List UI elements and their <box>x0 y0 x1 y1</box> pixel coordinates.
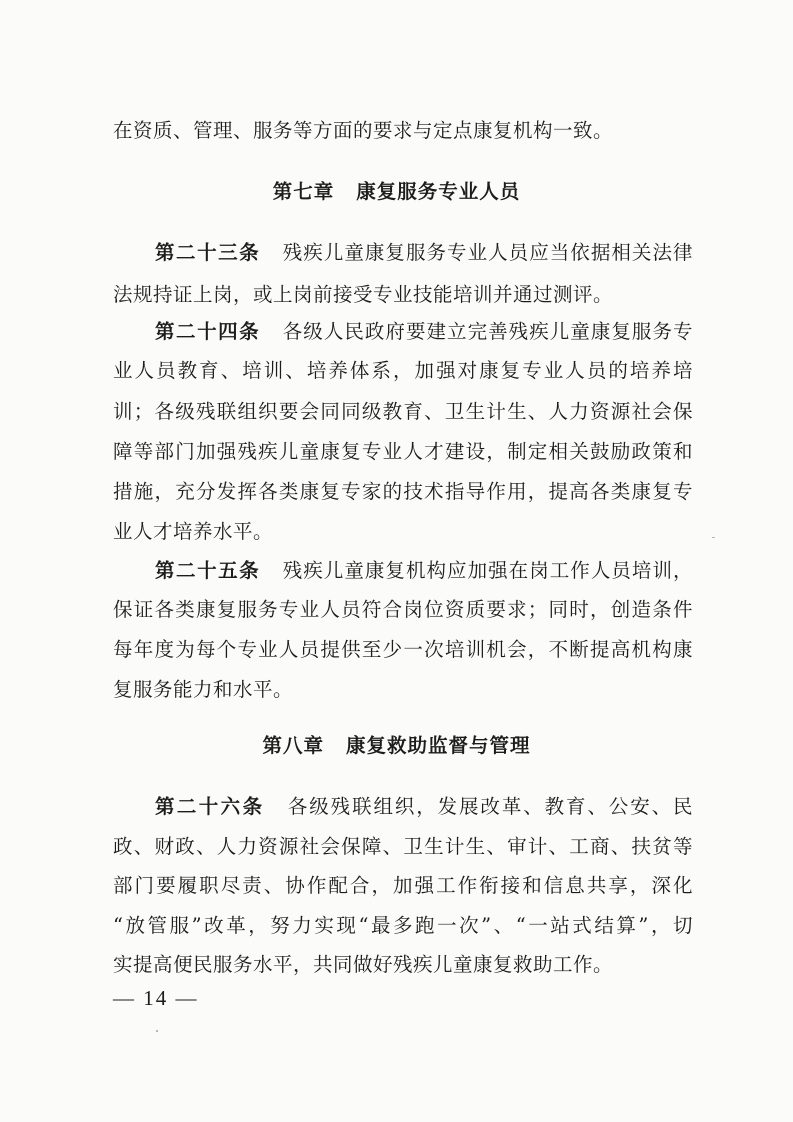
chapter-number: 第八章 <box>262 734 324 757</box>
paragraph-line: “放管服”改革，努力实现“最多跑一次”、“一站式结算”，切 <box>113 914 693 937</box>
page-number: — 14 — <box>113 986 199 1010</box>
paragraph-line: 业人员教育、培训、培养体系，加强对康复专业人员的培养培 <box>113 359 693 382</box>
chapter-number: 第七章 <box>272 180 335 203</box>
article-text: 残疾儿童康复服务专业人员应当依据相关法律 <box>282 241 693 264</box>
article-text: 残疾儿童康复机构应加强在岗工作人员培训， <box>282 559 693 582</box>
paragraph-line: 政、财政、人力资源社会保障、卫生计生、审计、工商、扶贫等 <box>113 835 693 858</box>
chapter-heading <box>0 179 793 205</box>
paragraph-line: 部门要履职尽责、协作配合，加强工作衔接和信息共享，深化 <box>113 874 693 897</box>
paragraph-line: 复服务能力和水平。 <box>113 678 294 701</box>
article-label: 第二十六条 <box>155 795 265 818</box>
chapter-title: 康复服务专业人员 <box>356 180 521 203</box>
paragraph-line: 保证各类康复服务专业人员符合岗位资质要求；同时，创造条件 <box>113 598 693 621</box>
paragraph-line: 措施，充分发挥各类康复专家的技术指导作用，提高各类康复专 <box>113 480 693 503</box>
paragraph-line: 实提高便民服务水平，共同做好残疾儿童康复救助工作。 <box>113 953 614 976</box>
article-first-line <box>155 240 693 266</box>
article-first-line <box>155 558 693 584</box>
article-first-line <box>155 319 693 345</box>
article-label: 第二十五条 <box>155 559 261 582</box>
paragraph-line: 障等部门加强残疾儿童康复专业人才建设，制定相关鼓励政策和 <box>113 440 693 463</box>
paragraph-line: 法规持证上岗，或上岗前接受专业技能培训并通过测评。 <box>113 283 614 306</box>
chapter-title: 康复救助监督与管理 <box>346 734 531 757</box>
paragraph-line: 业人才培养水平。 <box>113 520 274 543</box>
paragraph-line: 训；各级残联组织要会同同级教育、卫生计生、人力资源社会保 <box>113 400 693 423</box>
article-text: 各级人民政府要建立完善残疾儿童康复服务专 <box>282 320 693 343</box>
paragraph-line: 每年度为每个专业人员提供至少一次培训机会，不断提高机构康 <box>113 638 693 661</box>
article-first-line <box>155 794 693 820</box>
article-label: 第二十三条 <box>155 241 261 264</box>
article-text: 各级残联组织，发展改革、教育、公安、民 <box>286 795 693 818</box>
article-label: 第二十四条 <box>155 320 261 343</box>
scan-speck <box>156 1030 158 1032</box>
chapter-heading <box>0 733 793 759</box>
scan-speck <box>712 537 715 538</box>
paragraph-line: 在资质、管理、服务等方面的要求与定点康复机构一致。 <box>113 119 614 142</box>
